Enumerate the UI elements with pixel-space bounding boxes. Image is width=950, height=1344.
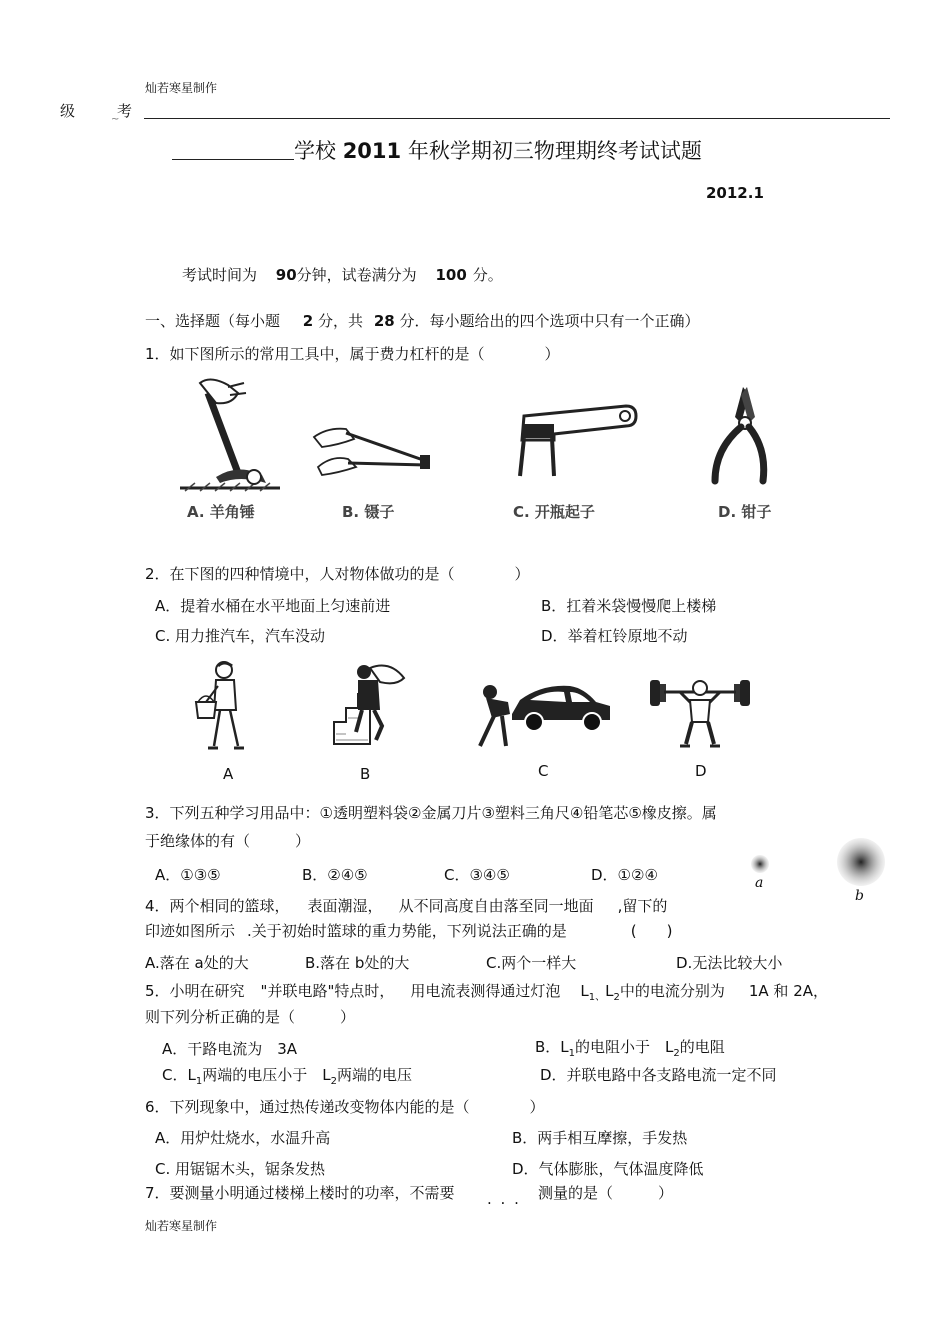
q6-option-c: C. 用锯锯木头，锯条发热 <box>155 1160 326 1178</box>
bottle-opener-icon <box>514 400 639 480</box>
q7-emphasis-dots: . . . <box>487 1190 521 1208</box>
q6-option-b: B．两手相互摩擦，手发热 <box>512 1129 688 1147</box>
q3-option-d: D．①②④ <box>591 866 658 884</box>
q2-option-c: C. 用力推汽车，汽车没动 <box>155 627 326 645</box>
pliers-icon <box>705 383 785 488</box>
q2-option-d: D．举着杠铃原地不动 <box>541 627 688 645</box>
q3-stem-line1: 3．下列五种学习用品中：①透明塑料袋②金属刀片③塑料三角尺④铅笔芯⑤橡皮擦。属 <box>145 804 717 822</box>
q2-option-b: B．扛着米袋慢慢爬上楼梯 <box>541 597 717 615</box>
q6-option-d: D．气体膨胀，气体温度降低 <box>512 1160 704 1178</box>
tiny-mark: ~ <box>111 114 120 125</box>
q4-option-b: B.落在 b处的大 <box>305 954 410 972</box>
q1-caption-b: B. 镊子 <box>342 503 395 521</box>
person-pushing-car-icon <box>472 670 614 750</box>
q4-option-c: C.两个一样大 <box>486 954 577 972</box>
ball-prints-figure <box>745 838 895 908</box>
q6-stem: 6．下列现象中，通过热传递改变物体内能的是（ ） <box>145 1098 545 1116</box>
q2-caption-c: C <box>538 762 549 780</box>
q1-caption-a: A. 羊角锤 <box>187 503 255 521</box>
q3-option-b: B．②④⑤ <box>302 866 368 884</box>
q3-option-c: C．③④⑤ <box>444 866 510 884</box>
person-carrying-bucket-icon <box>192 660 252 755</box>
q5-option-b: B．$L_1$的电阻小于 $L_2$的电阻 <box>535 1038 725 1059</box>
q5-option-c: C．$L_1$两端的电压小于 $L_2$两端的电压 <box>162 1066 412 1087</box>
label-b: b <box>855 888 864 904</box>
q1-caption-d: D. 钳子 <box>718 503 772 521</box>
header-rule <box>144 118 890 119</box>
q2-caption-a: A <box>223 765 234 783</box>
q7-stem-end: 测量的是（ ） <box>538 1184 674 1202</box>
watermark-top: 灿若寒星制作 <box>145 81 218 95</box>
q4-stem-line1: 4．两个相同的篮球， 表面潮湿， 从不同高度自由落至同一地面 ,留下的 <box>145 897 668 915</box>
grade-label: 级 <box>60 102 76 120</box>
q4-option-a: A.落在 a处的大 <box>145 954 249 972</box>
claw-hammer-icon <box>180 375 290 495</box>
q2-caption-d: D <box>695 762 707 780</box>
label-a: a <box>755 875 764 891</box>
school-blank <box>172 139 294 160</box>
person-climbing-stairs-icon <box>330 660 408 750</box>
q5-stem-line1: 5．小明在研究 "并联电路"特点时， 用电流表测得通过灯泡 $L_{1、}L_2$中的电流分别为 1A 和 2A， <box>145 982 829 1003</box>
exam-date: 2012.1 <box>706 184 764 202</box>
exam-label: 考 <box>117 102 133 120</box>
exam-info: 考试时间为 90分钟，试卷满分为 100 分。 <box>182 266 503 284</box>
q1-stem: 1．如下图所示的常用工具中，属于费力杠杆的是（ ） <box>145 345 560 363</box>
tweezers-icon <box>308 415 438 485</box>
q7-stem: 7．要测量小明通过楼梯上楼时的功率，不需要 <box>145 1184 455 1202</box>
weightlifter-icon <box>650 672 750 750</box>
section-heading: 一、选择题（每小题 2 分，共 28 分．每小题给出的四个选项中只有一个正确） <box>145 312 700 330</box>
q4-option-d: D.无法比较大小 <box>676 954 783 972</box>
q6-option-a: A．用炉灶烧水，水温升高 <box>155 1129 331 1147</box>
q4-stem-line2: 印迹如图所示 .关于初始时篮球的重力势能，下列说法正确的是 ( ) <box>145 922 673 940</box>
page-title: 学校 2011 年秋学期初三物理期终考试试题 <box>172 135 702 165</box>
q3-stem-line2: 于绝缘体的有（ ） <box>145 832 311 850</box>
q5-stem-line2: 则下列分析正确的是（ ） <box>145 1008 356 1026</box>
q5-option-d: D．并联电路中各支路电流一定不同 <box>540 1066 777 1084</box>
q2-caption-b: B <box>360 765 371 783</box>
q1-caption-c: C. 开瓶起子 <box>513 503 595 521</box>
q3-option-a: A．①③⑤ <box>155 866 221 884</box>
q2-stem: 2．在下图的四种情境中，人对物体做功的是（ ） <box>145 565 530 583</box>
q5-option-a: A．干路电流为 3A <box>162 1040 298 1058</box>
q2-option-a: A．提着水桶在水平地面上匀速前进 <box>155 597 391 615</box>
watermark-bottom: 灿若寒星制作 <box>145 1219 218 1233</box>
